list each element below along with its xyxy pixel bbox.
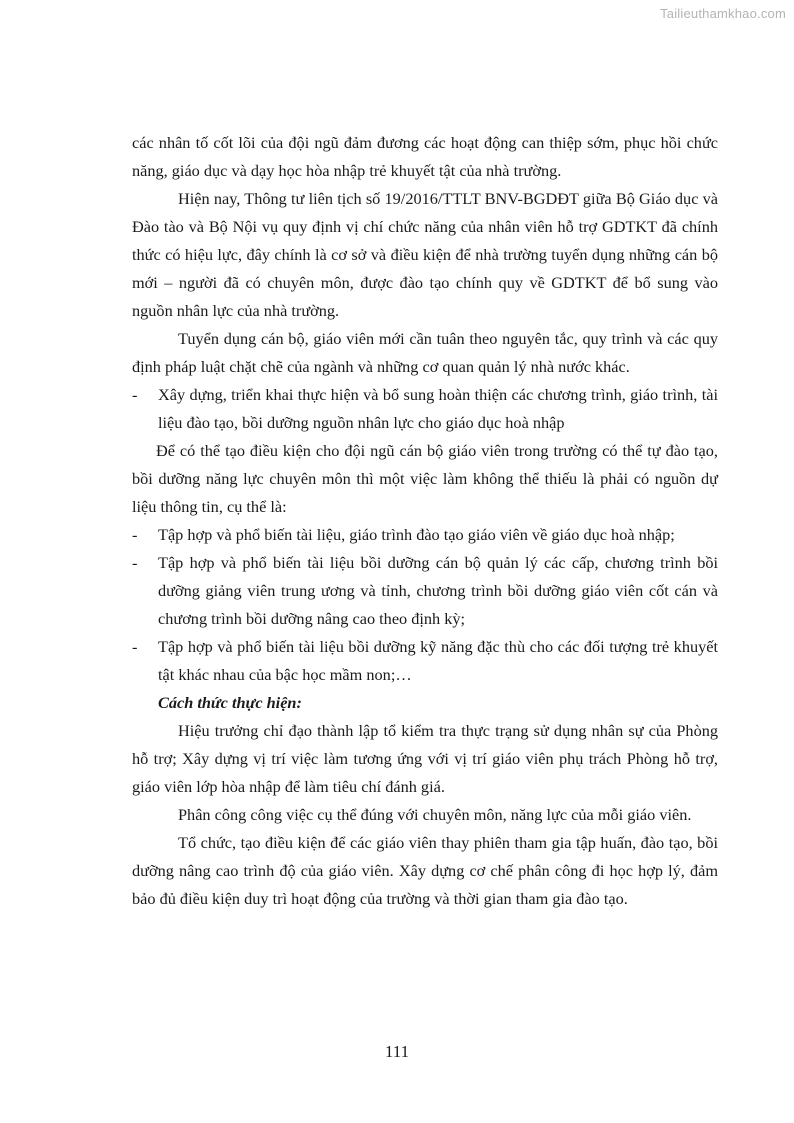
paragraph: Hiệu trưởng chỉ đạo thành lập tổ kiểm tra thực trạng sử dụng nhân sự của Phòng hỗ trợ; Xây dựng vị trí việc làm tương ứng với vị trí giáo viên phụ trách Phòng hỗ trợ, giáo viên lớp hòa nhập để làm tiêu chí đánh giá. (132, 721, 718, 796)
bullet-text: Tập hợp và phổ biến tài liệu bồi dưỡng kỹ năng đặc thù cho các đối tượng trẻ khuyết tật khác nhau của bậc học mầm non;… (158, 637, 718, 684)
bullet-item (132, 381, 718, 437)
paragraph: Tuyển dụng cán bộ, giáo viên mới cần tuân theo nguyên tắc, quy trình và các quy định pháp luật chặt chẽ của ngành và những cơ quan quản lý nhà nước khác. (132, 329, 718, 376)
bullet-dash: - (132, 553, 138, 572)
intro-paragraph: Để có thể tạo điều kiện cho đội ngũ cán bộ giáo viên trong trường có thể tự đào tạo, bồi dưỡng năng lực chuyên môn thì một việc làm không thể thiếu là phải có nguồn dự liệu thông tin, cụ thể là: (132, 441, 718, 516)
watermark: Tailieuthamkhao.com (660, 6, 786, 21)
bullet-text: Tập hợp và phổ biến tài liệu, giáo trình đào tạo giáo viên về giáo dục hoà nhập; (158, 525, 675, 544)
paragraph: các nhân tố cốt lõi của đội ngũ đảm đương các hoạt động can thiệp sớm, phục hồi chức năng, giáo dục và dạy học hòa nhập trẻ khuyết tật của nhà trường. (132, 133, 718, 180)
bullet-text: Xây dựng, triển khai thực hiện và bổ sung hoàn thiện các chương trình, giáo trình, tài liệu đào tạo, bồi dưỡng nguồn nhân lực cho giáo dục hoà nhập (158, 385, 718, 432)
paragraph: Hiện nay, Thông tư liên tịch số 19/2016/TTLT BNV-BGDĐT giữa Bộ Giáo dục và Đào tào và Bộ Nội vụ quy định vị chí chức năng của nhân viên hỗ trợ GDTKT đã chính thức có hiệu lực, đây chính là cơ sở và điều kiện để nhà trường tuyển dụng những cán bộ mới – người đã có chuyên môn, được đào tạo chính quy về GDTKT để bổ sung vào nguồn nhân lực của nhà trường. (132, 189, 718, 320)
bullet-dash: - (132, 637, 138, 656)
bullet-dash: - (132, 385, 138, 404)
section-subheading: Cách thức thực hiện: (158, 693, 302, 712)
page-number: 111 (384, 1042, 410, 1061)
bullet-item (132, 521, 718, 549)
bullet-dash: - (132, 525, 138, 544)
paragraph: Tổ chức, tạo điều kiện để các giáo viên thay phiên tham gia tập huấn, đào tạo, bồi dưỡng nâng cao trình độ của giáo viên. Xây dựng cơ chế phân công đi học hợp lý, đảm bảo đủ điều kiện duy trì hoạt động của trường và thời gian tham gia đào tạo. (132, 833, 718, 908)
bullet-item (132, 549, 718, 633)
bullet-text: Tập hợp và phổ biến tài liệu bồi dưỡng cán bộ quản lý các cấp, chương trình bồi dưỡng giảng viên trung ương và tỉnh, chương trình bồi dưỡng giáo viên cốt cán và chương trình bồi dưỡng nâng cao theo định kỳ; (158, 553, 718, 628)
document-body (132, 129, 718, 913)
bullet-item (132, 633, 718, 689)
paragraph: Phân công công việc cụ thể đúng với chuyên môn, năng lực của mỗi giáo viên. (178, 805, 692, 824)
